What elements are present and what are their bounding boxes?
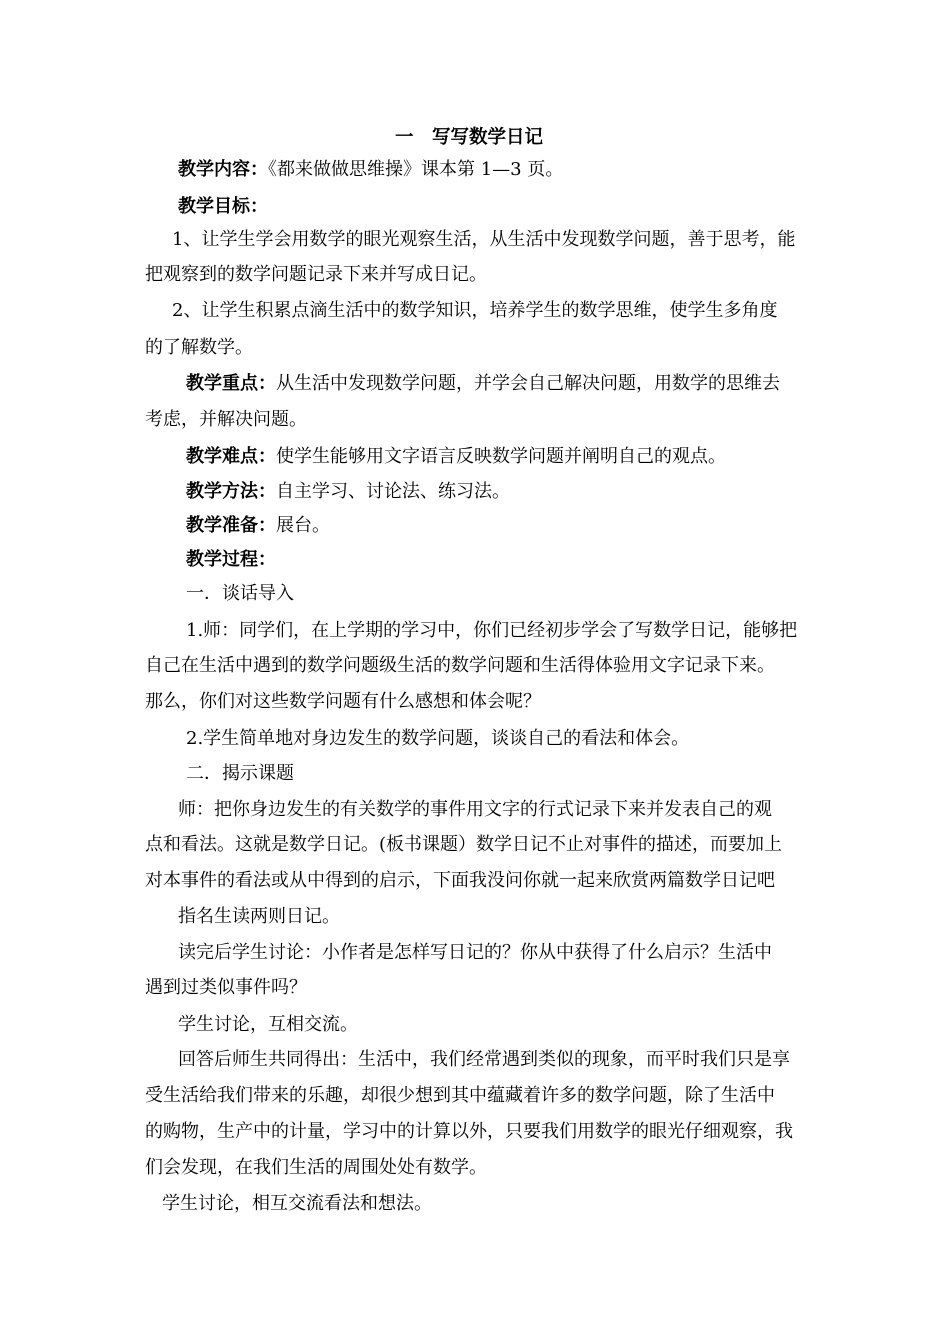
key-points-text: 从生活中发现数学问题，并学会自己解决问题，用数学的思维去	[276, 373, 780, 394]
section-2-p3-line-1: 读完后学生讨论：小作者是怎样写日记的？你从中获得了什么启示？生活中	[178, 942, 772, 963]
section-2-p2: 指名生读两则日记。	[178, 906, 340, 927]
key-points-line-2: 考虑，并解决问题。	[145, 409, 307, 430]
preparation-text: 展台。	[276, 515, 330, 536]
objective-1-line-1: 1、让学生学会用数学的眼光观察生活，从生活中发现数学问题，善于思考，能	[172, 229, 796, 250]
content-line	[178, 159, 563, 181]
section-2-p3-line-2: 遇到过类似事件吗？	[145, 977, 307, 998]
methods-label: 教学方法：	[186, 481, 276, 502]
section-2-p1-line-1: 师：把你身边发生的有关数学的事件用文字的行式记录下来并发表自己的观	[178, 799, 772, 820]
objective-2-line-1: 2、让学生积累点滴生活中的数学知识，培养学生的数学思维，使学生多角度	[172, 300, 778, 321]
section-1-p1-line-3: 那么，你们对这些数学问题有什么感想和体会呢？	[145, 691, 541, 712]
objectives-label: 教学目标：	[178, 196, 268, 217]
section-1-p1-line-1: 1.师：同学们，在上学期的学习中，你们已经初步学会了写数学日记，能够把	[186, 620, 798, 641]
section-2-p6: 学生讨论，相互交流看法和想法。	[162, 1193, 432, 1214]
section-2-p1-line-3: 对本事件的看法或从中得到的启示，下面我没问你就一起来欣赏两篇数学日记吧	[145, 870, 775, 891]
document-title: 一 写写数学日记	[395, 127, 544, 148]
difficulties-text: 使学生能够用文字语言反映数学问题并阐明自己的观点。	[276, 446, 726, 467]
process-label: 教学过程：	[186, 549, 276, 570]
section-2-p1-line-2: 点和看法。这就是数学日记。(板书课题）数学日记不止对事件的描述，而要加上	[145, 834, 783, 855]
section-1-p2: 2.学生简单地对身边发生的数学问题，谈谈自己的看法和体会。	[186, 728, 690, 749]
difficulties-label: 教学难点：	[186, 446, 276, 467]
section-2-p5-line-3: 的购物，生产中的计量，学习中的计算以外，只要我们用数学的眼光仔细观察，我	[145, 1121, 793, 1142]
preparation-line	[186, 515, 330, 537]
objective-1-line-2: 把观察到的数学问题记录下来并写成日记。	[145, 264, 487, 285]
methods-line	[186, 481, 510, 503]
content-label: 教学内容：	[178, 159, 268, 180]
section-1-heading: 一．谈话导入	[186, 583, 294, 604]
section-2-p5-line-4: 们会发现，在我们生活的周围处处有数学。	[145, 1157, 487, 1178]
content-text: 《都来做做思维操》课本第 1—3 页。	[268, 159, 564, 180]
section-2-p5-line-1: 回答后师生共同得出：生活中，我们经常遇到类似的现象，而平时我们只是享	[178, 1049, 790, 1070]
key-points-line-1	[186, 373, 780, 395]
preparation-label: 教学准备：	[186, 515, 276, 536]
section-2-p4: 学生讨论，互相交流。	[178, 1014, 358, 1035]
section-1-p1-line-2: 自己在生活中遇到的数学问题级生活的数学问题和生活得体验用文字记录下来。	[145, 655, 775, 676]
section-2-heading: 二．揭示课题	[186, 763, 294, 784]
methods-text: 自主学习、讨论法、练习法。	[276, 481, 510, 502]
section-2-p5-line-2: 受生活给我们带来的乐趣，却很少想到其中蕴藏着许多的数学问题，除了生活中	[145, 1085, 775, 1106]
objective-2-line-2: 的了解数学。	[145, 337, 253, 358]
key-points-label: 教学重点：	[186, 373, 276, 394]
difficulties-line	[186, 446, 726, 468]
